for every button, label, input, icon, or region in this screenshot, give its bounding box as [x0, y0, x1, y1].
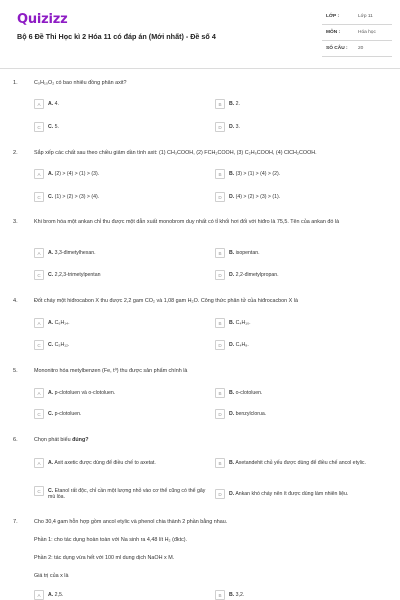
question-text: Mononitro hóa metylbenzen (Fe, t⁰) thu được sản phẩm chính là [34, 368, 188, 374]
option-label: B. [229, 591, 235, 598]
class-value: Lớp 11 [358, 14, 373, 19]
option-label: C. [48, 410, 54, 417]
option-text: benzylclorua. [235, 410, 267, 417]
option-label: C. [48, 193, 54, 200]
option-label: B. [229, 170, 235, 177]
question-text-emphasis: đúng? [72, 437, 89, 443]
option-text: 5. [54, 123, 59, 130]
option-c[interactable] [34, 486, 212, 501]
question-text-line: Giá trị của x là [34, 573, 69, 579]
question-text: C₅H₁₀O₂ có bao nhiêu đồng phân axit? [34, 80, 127, 86]
meta-divider [322, 56, 392, 57]
option-b[interactable] [215, 248, 260, 258]
option-a[interactable] [34, 388, 115, 398]
option-letter-box[interactable]: D [215, 192, 225, 202]
option-c[interactable] [34, 270, 101, 280]
meta-divider [322, 40, 392, 41]
option-label: A. [48, 170, 54, 177]
option-text: 4. [54, 100, 59, 107]
option-text: Axetandehit chủ yếu được dùng để điều chế ancol etylic. [235, 459, 366, 466]
question-number: 2. [13, 150, 18, 156]
question-text-prefix: Chọn phát biểu [34, 437, 73, 443]
subject-label: MÔN : [326, 30, 341, 35]
option-b[interactable] [215, 318, 251, 328]
question-number: 5. [13, 368, 18, 374]
option-d[interactable] [215, 122, 240, 132]
option-a[interactable] [34, 458, 204, 468]
option-text: 2,2,3-trimetylpentan [54, 271, 101, 278]
option-letter-box[interactable]: D [215, 340, 225, 350]
meta-divider [322, 24, 392, 25]
option-text: Axit axetic được dùng để điều chế to axetat. [54, 459, 156, 466]
option-letter-box[interactable]: B [215, 248, 225, 258]
option-label: A. [48, 319, 54, 326]
question-text-line: Phần 2: tác dụng vừa hết với 100 ml dung dịch NaOH x M. [34, 555, 175, 561]
question-text: Khi brom hóa một ankan chỉ thu được một dẫn xuất monobrom duy nhất có tỉ khối hơi đối với hiđro là 75,5. Tên của ankan đó là [34, 219, 340, 225]
option-c[interactable] [34, 409, 81, 419]
option-label: B. [229, 249, 235, 256]
option-b[interactable] [215, 169, 280, 179]
header-divider [0, 68, 400, 69]
option-text: 2,5. [54, 591, 64, 598]
option-a[interactable] [34, 590, 63, 600]
option-letter-box[interactable]: B [215, 590, 225, 600]
option-text: p-clotoluen và o-clotoluen. [54, 389, 116, 396]
option-b[interactable] [215, 99, 240, 109]
option-label: A. [48, 591, 54, 598]
option-text: (4) > (2) > (3) > (1). [235, 193, 281, 200]
option-letter-box[interactable]: D [215, 122, 225, 132]
option-letter-box[interactable]: A [34, 169, 44, 179]
option-b[interactable] [215, 458, 395, 468]
option-c[interactable] [34, 122, 59, 132]
option-label: A. [48, 459, 54, 466]
option-text: 3,3-đimetylhexan. [54, 249, 96, 256]
question-number: 3. [13, 219, 18, 225]
option-c[interactable] [34, 340, 69, 350]
question-number: 1. [13, 80, 18, 86]
option-label: B. [229, 389, 235, 396]
option-b[interactable] [215, 590, 244, 600]
option-d[interactable] [215, 270, 279, 280]
option-label: D. [229, 123, 235, 130]
option-a[interactable] [34, 169, 99, 179]
question-text-line: Cho 30,4 gam hỗn hợp gồm ancol etylic và phenol chia thành 2 phần bằng nhau. [34, 519, 228, 525]
page-header [0, 0, 400, 68]
option-a[interactable] [34, 318, 70, 328]
option-letter-box[interactable]: D [215, 270, 225, 280]
question-text: Sắp xếp các chất sau theo chiều giảm dần tính axit: (1) CH₃COOH, (2) FCH₂COOH, (3) C₂H₅COOH, (4) ClCH₂COOH. [34, 150, 317, 156]
question-number: 4. [13, 298, 18, 304]
option-label: D. [229, 410, 235, 417]
count-value: 20 [358, 46, 364, 51]
option-a[interactable] [34, 99, 59, 109]
option-letter-box[interactable]: A [34, 248, 44, 258]
option-letter-box[interactable]: A [34, 458, 44, 468]
option-label: D. [229, 193, 235, 200]
option-text: (3) > (1) > (4) > (2). [235, 170, 281, 177]
option-text: (1) > (2) > (3) > (4). [54, 193, 100, 200]
option-letter-box[interactable]: C [34, 340, 44, 350]
option-label: A. [48, 100, 54, 107]
document-title: Bộ 6 Đề Thi Học kì 2 Hóa 11 có đáp án (Mới nhất) - Đề số 4 [17, 32, 216, 41]
option-b[interactable] [215, 388, 262, 398]
option-text: 2,2-đimetylpropan. [235, 271, 279, 278]
quizizz-logo: Quizizz [17, 12, 68, 27]
option-label: C. [48, 271, 54, 278]
option-label: C. [48, 341, 54, 348]
option-text: Ankan khó cháy nên ít được dùng làm nhiên liệu. [235, 490, 349, 497]
option-label: C. [48, 487, 54, 494]
option-text: C₄H₈. [235, 341, 249, 348]
question-text [34, 436, 390, 445]
subject-value: Hóa học [358, 30, 376, 35]
option-a[interactable] [34, 248, 96, 258]
option-letter-box[interactable]: A [34, 388, 44, 398]
option-d[interactable] [215, 489, 395, 499]
option-letter-box[interactable]: C [34, 270, 44, 280]
option-text: C₅H₁₂. [54, 341, 70, 348]
option-letter-box[interactable]: B [215, 169, 225, 179]
option-label: D. [229, 490, 235, 497]
option-text: (2) > (4) > (1) > (3). [54, 170, 100, 177]
option-text: 2. [235, 100, 240, 107]
option-text: 3,2. [235, 591, 245, 598]
option-label: B. [229, 100, 235, 107]
option-text: Etanol rất độc, chỉ cần một lượng nhỏ vào cơ thể cũng có thể gây mù lòa. [48, 487, 206, 501]
option-label: A. [48, 389, 54, 396]
option-label: B. [229, 319, 235, 326]
option-label: C. [48, 123, 54, 130]
option-d[interactable] [215, 192, 280, 202]
option-letter-box[interactable]: A [34, 590, 44, 600]
question-number: 7. [13, 519, 18, 525]
option-text: o-clotoluen. [235, 389, 263, 396]
option-letter-box[interactable]: D [215, 489, 225, 499]
option-text: p-clotoluen. [54, 410, 82, 417]
option-label: B. [229, 459, 235, 466]
option-letter-box[interactable]: A [34, 99, 44, 109]
option-letter-box[interactable]: B [215, 318, 225, 328]
option-text: isopentan. [235, 249, 260, 256]
option-c[interactable] [34, 192, 99, 202]
class-label: LỚP : [326, 14, 340, 19]
count-label: SỐ CÂU : [326, 46, 348, 51]
option-text: C₆H₁₄. [54, 319, 70, 326]
option-letter-box[interactable]: A [34, 318, 44, 328]
option-letter-box[interactable]: C [34, 122, 44, 132]
option-letter-box[interactable]: B [215, 99, 225, 109]
option-d[interactable] [215, 340, 249, 350]
option-letter-box[interactable]: B [215, 388, 225, 398]
option-label: D. [229, 341, 235, 348]
option-label: A. [48, 249, 54, 256]
option-d[interactable] [215, 409, 266, 419]
option-letter-box[interactable]: D [215, 409, 225, 419]
option-label: D. [229, 271, 235, 278]
option-text: 3. [235, 123, 240, 130]
question-text: Đốt cháy một hiđrocabon X thu được 2,2 gam CO₂ và 1,08 gam H₂O. Công thức phân tử của hiđrocacbon X là [34, 298, 298, 304]
option-text: C₄H₁₀. [235, 319, 251, 326]
option-letter-box[interactable]: C [34, 486, 44, 496]
question-number: 6. [13, 437, 18, 443]
option-letter-box[interactable]: C [34, 409, 44, 419]
option-letter-box[interactable]: C [34, 192, 44, 202]
question-text-line: Phần 1: cho tác dụng hoàn toàn với Na sinh ra 4,48 lít H₂ (đktc). [34, 537, 188, 543]
option-letter-box[interactable]: B [215, 458, 225, 468]
